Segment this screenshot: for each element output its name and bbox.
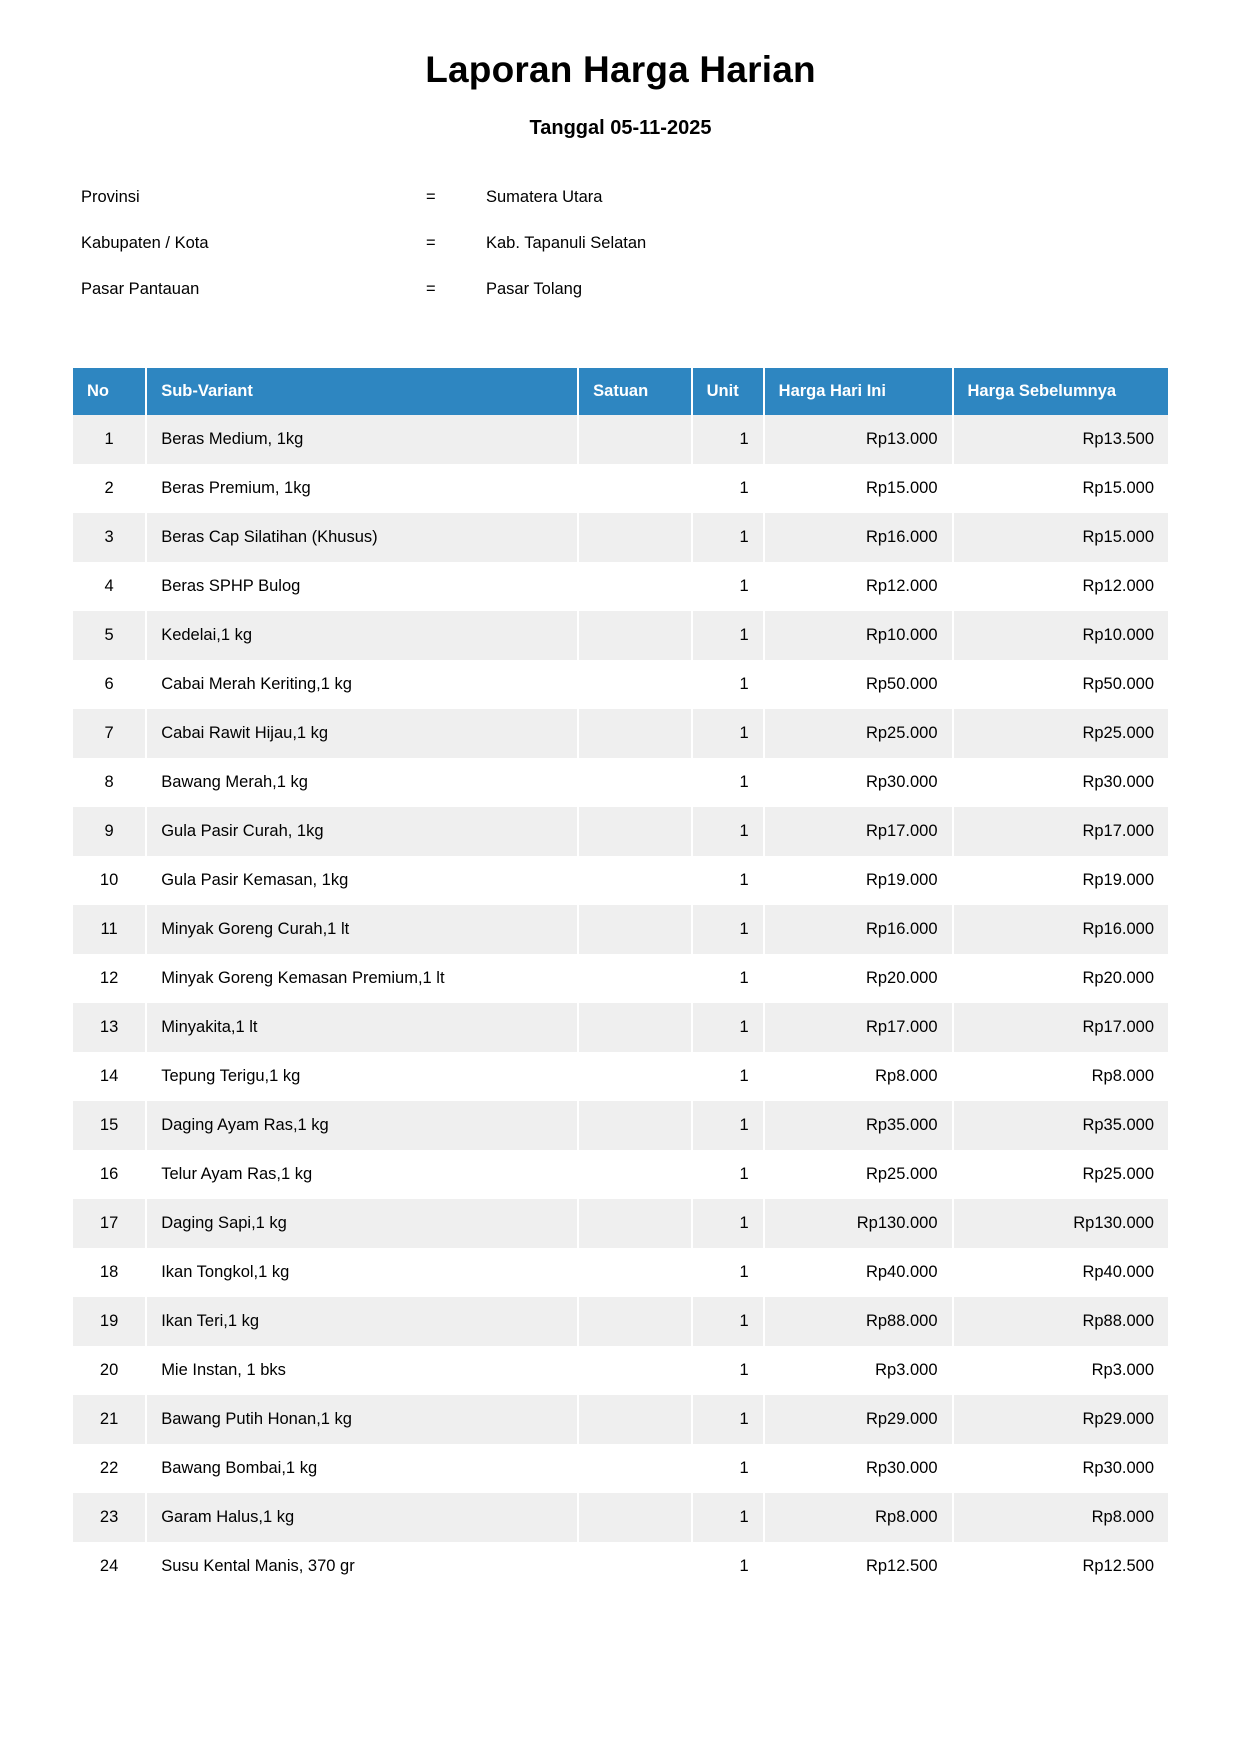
cell-harga-hari-ini: Rp29.000 (765, 1395, 952, 1444)
table-row (73, 1150, 1168, 1199)
cell-satuan (579, 1248, 690, 1297)
cell-harga-hari-ini: Rp130.000 (765, 1199, 952, 1248)
cell-harga-sebelumnya: Rp40.000 (954, 1248, 1168, 1297)
meta-label-provinsi: Provinsi (81, 188, 140, 207)
cell-harga-hari-ini: Rp8.000 (765, 1493, 952, 1542)
cell-satuan (579, 464, 690, 513)
cell-unit: 1 (693, 905, 763, 954)
cell-harga-hari-ini: Rp12.000 (765, 562, 952, 611)
cell-harga-sebelumnya: Rp88.000 (954, 1297, 1168, 1346)
cell-harga-sebelumnya: Rp3.000 (954, 1346, 1168, 1395)
meta-value-kabupaten-kota: Kab. Tapanuli Selatan (486, 234, 647, 253)
meta-value-provinsi: Sumatera Utara (486, 188, 603, 207)
cell-satuan (579, 1052, 690, 1101)
cell-harga-sebelumnya: Rp12.000 (954, 562, 1168, 611)
cell-harga-hari-ini: Rp40.000 (765, 1248, 952, 1297)
cell-unit: 1 (693, 1542, 763, 1591)
cell-harga-hari-ini: Rp20.000 (765, 954, 952, 1003)
table-row (73, 1101, 1168, 1150)
cell-satuan (579, 758, 690, 807)
price-table-container (0, 368, 1241, 1591)
cell-no: 17 (73, 1199, 145, 1248)
cell-unit: 1 (693, 807, 763, 856)
cell-harga-hari-ini: Rp17.000 (765, 1003, 952, 1052)
table-row (73, 905, 1168, 954)
table-row (73, 709, 1168, 758)
cell-harga-hari-ini: Rp25.000 (765, 1150, 952, 1199)
cell-satuan (579, 611, 690, 660)
cell-no: 22 (73, 1444, 145, 1493)
meta-label-kabupaten-kota: Kabupaten / Kota (81, 234, 209, 253)
cell-harga-hari-ini: Rp50.000 (765, 660, 952, 709)
report-date-subtitle: Tanggal 05-11-2025 (529, 117, 712, 140)
table-row (73, 1003, 1168, 1052)
cell-harga-sebelumnya: Rp8.000 (954, 1493, 1168, 1542)
cell-unit: 1 (693, 513, 763, 562)
cell-no: 14 (73, 1052, 145, 1101)
cell-unit: 1 (693, 1493, 763, 1542)
cell-sub-variant: Garam Halus,1 kg (147, 1493, 577, 1542)
cell-unit: 1 (693, 1444, 763, 1493)
table-row (73, 1542, 1168, 1591)
table-row (73, 1395, 1168, 1444)
cell-unit: 1 (693, 1297, 763, 1346)
meta-row-provinsi (81, 188, 1241, 234)
table-row (73, 1444, 1168, 1493)
report-meta-block (0, 188, 1241, 326)
table-header-row (73, 368, 1168, 415)
cell-sub-variant: Daging Ayam Ras,1 kg (147, 1101, 577, 1150)
cell-satuan (579, 1101, 690, 1150)
cell-no: 23 (73, 1493, 145, 1542)
cell-harga-sebelumnya: Rp15.000 (954, 513, 1168, 562)
cell-sub-variant: Ikan Teri,1 kg (147, 1297, 577, 1346)
cell-harga-hari-ini: Rp12.500 (765, 1542, 952, 1591)
cell-no: 1 (73, 415, 145, 464)
cell-satuan (579, 660, 690, 709)
cell-no: 9 (73, 807, 145, 856)
cell-harga-sebelumnya: Rp8.000 (954, 1052, 1168, 1101)
cell-unit: 1 (693, 758, 763, 807)
cell-satuan (579, 709, 690, 758)
cell-sub-variant: Gula Pasir Curah, 1kg (147, 807, 577, 856)
meta-separator: = (426, 234, 436, 253)
meta-separator: = (426, 188, 436, 207)
cell-harga-hari-ini: Rp88.000 (765, 1297, 952, 1346)
cell-harga-sebelumnya: Rp20.000 (954, 954, 1168, 1003)
cell-no: 18 (73, 1248, 145, 1297)
cell-sub-variant: Susu Kental Manis, 370 gr (147, 1542, 577, 1591)
cell-harga-sebelumnya: Rp13.500 (954, 415, 1168, 464)
cell-no: 20 (73, 1346, 145, 1395)
table-row (73, 1052, 1168, 1101)
cell-harga-sebelumnya: Rp35.000 (954, 1101, 1168, 1150)
cell-sub-variant: Beras SPHP Bulog (147, 562, 577, 611)
cell-harga-hari-ini: Rp30.000 (765, 1444, 952, 1493)
cell-satuan (579, 954, 690, 1003)
cell-harga-hari-ini: Rp25.000 (765, 709, 952, 758)
cell-no: 6 (73, 660, 145, 709)
cell-sub-variant: Cabai Rawit Hijau,1 kg (147, 709, 577, 758)
cell-sub-variant: Bawang Putih Honan,1 kg (147, 1395, 577, 1444)
cell-harga-hari-ini: Rp15.000 (765, 464, 952, 513)
cell-unit: 1 (693, 709, 763, 758)
cell-satuan (579, 415, 690, 464)
cell-harga-sebelumnya: Rp29.000 (954, 1395, 1168, 1444)
cell-sub-variant: Daging Sapi,1 kg (147, 1199, 577, 1248)
cell-sub-variant: Minyak Goreng Kemasan Premium,1 lt (147, 954, 577, 1003)
table-row (73, 464, 1168, 513)
cell-sub-variant: Bawang Bombai,1 kg (147, 1444, 577, 1493)
cell-harga-hari-ini: Rp16.000 (765, 905, 952, 954)
column-header-no: No (73, 368, 145, 415)
cell-harga-sebelumnya: Rp17.000 (954, 807, 1168, 856)
cell-harga-sebelumnya: Rp15.000 (954, 464, 1168, 513)
cell-unit: 1 (693, 1003, 763, 1052)
cell-unit: 1 (693, 464, 763, 513)
cell-no: 16 (73, 1150, 145, 1199)
cell-harga-sebelumnya: Rp17.000 (954, 1003, 1168, 1052)
cell-no: 10 (73, 856, 145, 905)
table-row (73, 660, 1168, 709)
price-table (71, 368, 1170, 1591)
cell-unit: 1 (693, 611, 763, 660)
cell-sub-variant: Gula Pasir Kemasan, 1kg (147, 856, 577, 905)
table-header (73, 368, 1168, 415)
cell-harga-hari-ini: Rp16.000 (765, 513, 952, 562)
cell-satuan (579, 1346, 690, 1395)
cell-no: 3 (73, 513, 145, 562)
table-row (73, 1248, 1168, 1297)
table-row (73, 954, 1168, 1003)
cell-satuan (579, 562, 690, 611)
table-row (73, 1199, 1168, 1248)
cell-unit: 1 (693, 1199, 763, 1248)
cell-harga-hari-ini: Rp8.000 (765, 1052, 952, 1101)
cell-sub-variant: Minyakita,1 lt (147, 1003, 577, 1052)
cell-harga-hari-ini: Rp13.000 (765, 415, 952, 464)
cell-satuan (579, 1444, 690, 1493)
cell-satuan (579, 807, 690, 856)
cell-harga-sebelumnya: Rp30.000 (954, 758, 1168, 807)
cell-unit: 1 (693, 660, 763, 709)
cell-sub-variant: Beras Cap Silatihan (Khusus) (147, 513, 577, 562)
cell-unit: 1 (693, 954, 763, 1003)
table-body (73, 415, 1168, 1591)
cell-no: 13 (73, 1003, 145, 1052)
cell-unit: 1 (693, 1150, 763, 1199)
meta-row-pasar-pantauan (81, 280, 1241, 326)
cell-harga-hari-ini: Rp30.000 (765, 758, 952, 807)
cell-harga-sebelumnya: Rp25.000 (954, 1150, 1168, 1199)
page-title: Laporan Harga Harian (425, 49, 816, 90)
cell-harga-hari-ini: Rp3.000 (765, 1346, 952, 1395)
cell-sub-variant: Bawang Merah,1 kg (147, 758, 577, 807)
cell-harga-sebelumnya: Rp12.500 (954, 1542, 1168, 1591)
cell-satuan (579, 1297, 690, 1346)
cell-harga-hari-ini: Rp10.000 (765, 611, 952, 660)
cell-harga-sebelumnya: Rp10.000 (954, 611, 1168, 660)
cell-unit: 1 (693, 1248, 763, 1297)
cell-no: 15 (73, 1101, 145, 1150)
cell-satuan (579, 905, 690, 954)
column-header-satuan: Satuan (579, 368, 690, 415)
cell-harga-sebelumnya: Rp30.000 (954, 1444, 1168, 1493)
cell-unit: 1 (693, 562, 763, 611)
cell-satuan (579, 1395, 690, 1444)
table-row (73, 856, 1168, 905)
cell-harga-sebelumnya: Rp50.000 (954, 660, 1168, 709)
cell-no: 8 (73, 758, 145, 807)
cell-satuan (579, 1199, 690, 1248)
cell-unit: 1 (693, 1395, 763, 1444)
table-row (73, 562, 1168, 611)
meta-row-kabupaten-kota (81, 234, 1241, 280)
cell-sub-variant: Telur Ayam Ras,1 kg (147, 1150, 577, 1199)
column-header-unit: Unit (693, 368, 763, 415)
cell-harga-hari-ini: Rp17.000 (765, 807, 952, 856)
cell-satuan (579, 1150, 690, 1199)
column-header-harga-sebelumnya: Harga Sebelumnya (954, 368, 1168, 415)
cell-sub-variant: Minyak Goreng Curah,1 lt (147, 905, 577, 954)
cell-sub-variant: Beras Premium, 1kg (147, 464, 577, 513)
cell-sub-variant: Mie Instan, 1 bks (147, 1346, 577, 1395)
cell-no: 7 (73, 709, 145, 758)
meta-separator: = (426, 280, 436, 299)
table-row (73, 415, 1168, 464)
table-row (73, 611, 1168, 660)
cell-unit: 1 (693, 1346, 763, 1395)
cell-satuan (579, 513, 690, 562)
cell-unit: 1 (693, 856, 763, 905)
cell-satuan (579, 1493, 690, 1542)
table-row (73, 1346, 1168, 1395)
column-header-sub-variant: Sub-Variant (147, 368, 577, 415)
cell-harga-sebelumnya: Rp19.000 (954, 856, 1168, 905)
cell-no: 19 (73, 1297, 145, 1346)
cell-satuan (579, 1003, 690, 1052)
cell-unit: 1 (693, 1052, 763, 1101)
cell-no: 4 (73, 562, 145, 611)
cell-satuan (579, 856, 690, 905)
table-row (73, 1493, 1168, 1542)
cell-sub-variant: Kedelai,1 kg (147, 611, 577, 660)
cell-harga-hari-ini: Rp19.000 (765, 856, 952, 905)
cell-no: 2 (73, 464, 145, 513)
cell-no: 21 (73, 1395, 145, 1444)
cell-harga-sebelumnya: Rp16.000 (954, 905, 1168, 954)
cell-unit: 1 (693, 1101, 763, 1150)
cell-harga-sebelumnya: Rp130.000 (954, 1199, 1168, 1248)
cell-no: 24 (73, 1542, 145, 1591)
meta-label-pasar-pantauan: Pasar Pantauan (81, 280, 200, 299)
cell-harga-sebelumnya: Rp25.000 (954, 709, 1168, 758)
cell-unit: 1 (693, 415, 763, 464)
cell-harga-hari-ini: Rp35.000 (765, 1101, 952, 1150)
table-row (73, 1297, 1168, 1346)
cell-satuan (579, 1542, 690, 1591)
cell-sub-variant: Ikan Tongkol,1 kg (147, 1248, 577, 1297)
cell-sub-variant: Cabai Merah Keriting,1 kg (147, 660, 577, 709)
table-row (73, 807, 1168, 856)
meta-value-pasar-pantauan: Pasar Tolang (486, 280, 583, 299)
cell-sub-variant: Beras Medium, 1kg (147, 415, 577, 464)
cell-no: 12 (73, 954, 145, 1003)
cell-no: 11 (73, 905, 145, 954)
table-row (73, 758, 1168, 807)
cell-sub-variant: Tepung Terigu,1 kg (147, 1052, 577, 1101)
table-row (73, 513, 1168, 562)
cell-no: 5 (73, 611, 145, 660)
column-header-harga-hari-ini: Harga Hari Ini (765, 368, 952, 415)
